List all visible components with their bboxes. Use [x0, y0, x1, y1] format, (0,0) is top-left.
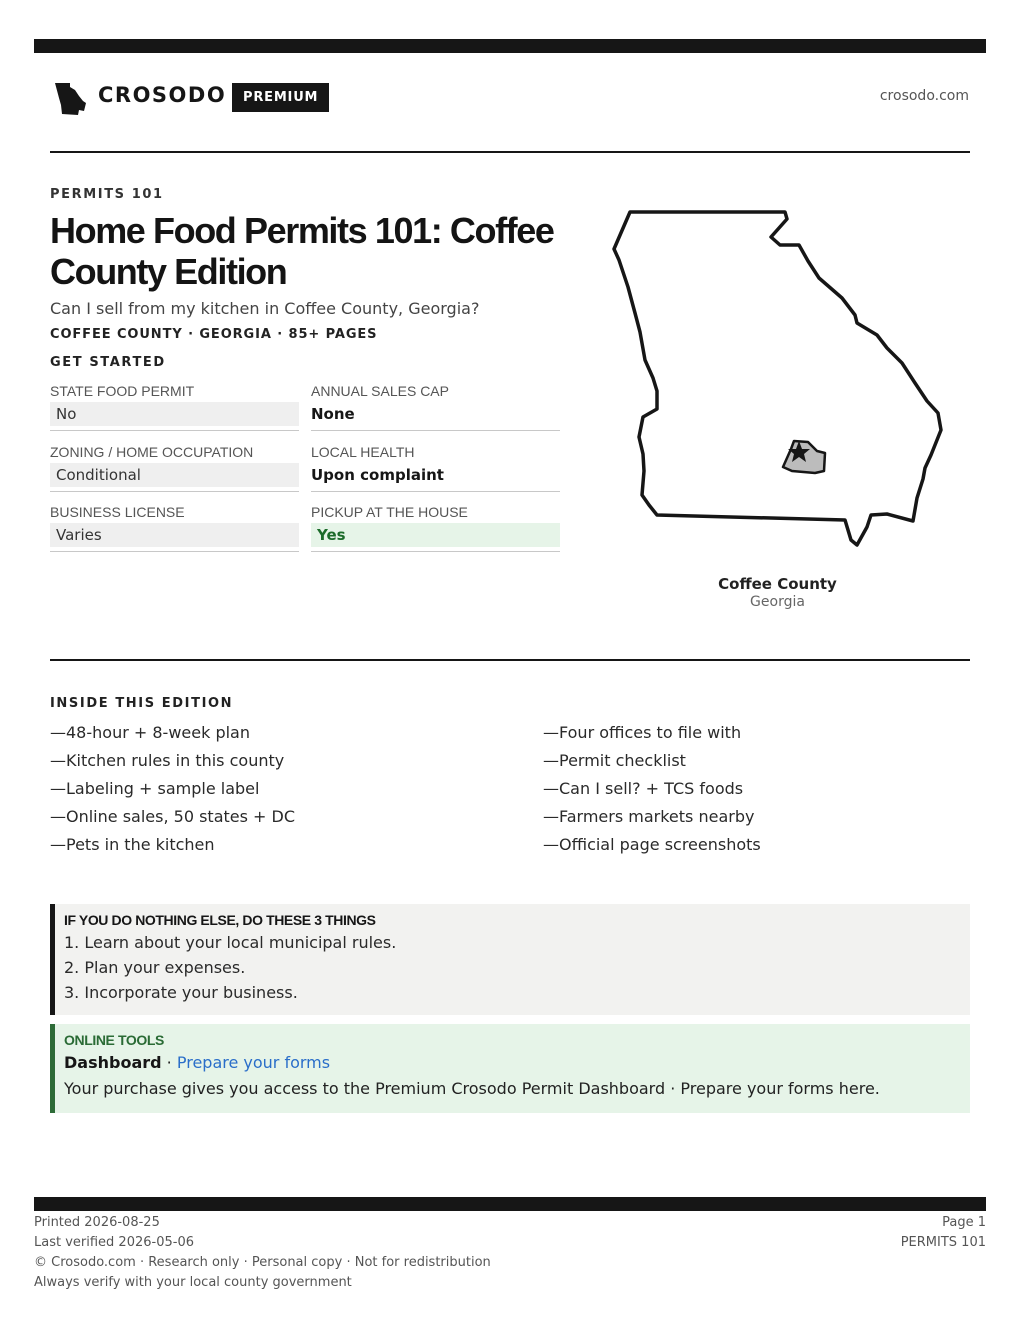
fact-business-license — [50, 501, 299, 553]
bottom-rule-bar — [34, 1197, 986, 1211]
fact-state-food-permit — [50, 380, 299, 432]
fact-local-health — [311, 441, 560, 493]
fact-label: ANNUAL SALES CAP — [311, 383, 449, 399]
callout-step: 1. Learn about your local municipal rules. — [64, 933, 397, 952]
list-item: —Permit checklist — [543, 751, 686, 770]
georgia-state-icon — [53, 80, 87, 116]
printed-date: Printed 2026-08-25 — [34, 1215, 160, 1230]
inside-list-right — [543, 722, 761, 862]
header-divider — [50, 151, 970, 153]
page-header — [50, 78, 970, 118]
fact-divider — [311, 551, 560, 552]
list-item: —Pets in the kitchen — [50, 835, 215, 854]
list-item: —Four offices to file with — [543, 723, 742, 742]
brand-name[interactable]: CROSODO — [98, 83, 227, 107]
fact-divider — [50, 491, 299, 492]
page-number: Page 1 — [942, 1215, 986, 1230]
copyright-notice: © Crosodo.com · Research only · Personal copy · Not for redistribution — [34, 1255, 491, 1270]
edition-meta: COFFEE COUNTY · GEORGIA · 85+ PAGES — [50, 327, 378, 342]
online-tools-box — [50, 1024, 970, 1113]
fact-annual-sales-cap — [311, 380, 560, 432]
list-item: —Farmers markets nearby — [543, 807, 755, 826]
fact-label: STATE FOOD PERMIT — [50, 383, 195, 399]
list-item: —Labeling + sample label — [50, 779, 260, 798]
georgia-map — [605, 205, 950, 555]
fact-label: BUSINESS LICENSE — [50, 504, 185, 520]
get-started-heading: GET STARTED — [50, 355, 166, 370]
list-item: —48-hour + 8-week plan — [50, 723, 250, 742]
fact-value: No — [50, 402, 299, 426]
fact-value: Conditional — [50, 463, 299, 487]
section-kicker: PERMITS 101 — [50, 187, 164, 202]
fact-label: PICKUP AT THE HOUSE — [311, 504, 468, 520]
inside-edition-heading: INSIDE THIS EDITION — [50, 696, 234, 711]
inside-list-left — [50, 722, 295, 862]
fact-zoning — [50, 441, 299, 493]
footer-section: PERMITS 101 — [900, 1235, 986, 1250]
tools-links-line — [64, 1052, 970, 1078]
fact-value: None — [311, 405, 355, 423]
dashboard-label: Dashboard — [64, 1053, 162, 1072]
fact-value: Upon complaint — [311, 466, 444, 484]
site-url[interactable]: crosodo.com — [879, 88, 969, 104]
map-state-name: Georgia — [750, 594, 805, 610]
top-rule-bar — [34, 39, 986, 53]
verify-note: Always verify with your local county government — [34, 1275, 352, 1290]
georgia-outline — [614, 212, 941, 545]
fact-label: LOCAL HEALTH — [311, 444, 415, 460]
list-item: —Official page screenshots — [543, 835, 761, 854]
fact-pickup — [311, 501, 560, 553]
separator: · — [161, 1053, 177, 1072]
fact-label: ZONING / HOME OCCUPATION — [50, 444, 254, 460]
fact-divider — [311, 430, 560, 431]
page-subtitle: Can I sell from my kitchen in Coffee County, Georgia? — [50, 299, 480, 318]
fact-divider — [311, 491, 560, 492]
fact-divider — [50, 551, 299, 552]
premium-badge: PREMIUM — [232, 83, 329, 112]
list-item: —Online sales, 50 states + DC — [50, 807, 296, 826]
footer-right — [901, 1213, 986, 1253]
prepare-forms-link[interactable]: Prepare your forms — [176, 1053, 331, 1072]
list-item: —Can I sell? + TCS foods — [543, 779, 744, 798]
section-divider — [50, 659, 970, 661]
tools-description: Your purchase gives you access to the Premium Crosodo Permit Dashboard · Prepare your forms here. — [64, 1079, 880, 1098]
fact-value: Yes — [311, 523, 560, 547]
fact-divider — [50, 430, 299, 431]
list-item: —Kitchen rules in this county — [50, 751, 285, 770]
callout-step: 3. Incorporate your business. — [64, 983, 298, 1002]
callout-title: IF YOU DO NOTHING ELSE, DO THESE 3 THINGS — [64, 912, 376, 928]
tools-title: ONLINE TOOLS — [64, 1032, 164, 1048]
page-title: Home Food Permits 101: Coffee County Edition — [50, 210, 554, 292]
callout-step: 2. Plan your expenses. — [64, 958, 246, 977]
verified-date: Last verified 2026-05-06 — [34, 1235, 194, 1250]
three-things-callout — [50, 904, 970, 1015]
map-county-name: Coffee County — [718, 575, 837, 593]
footer-left — [34, 1213, 491, 1293]
map-caption — [640, 575, 915, 610]
fact-value: Varies — [50, 523, 299, 547]
